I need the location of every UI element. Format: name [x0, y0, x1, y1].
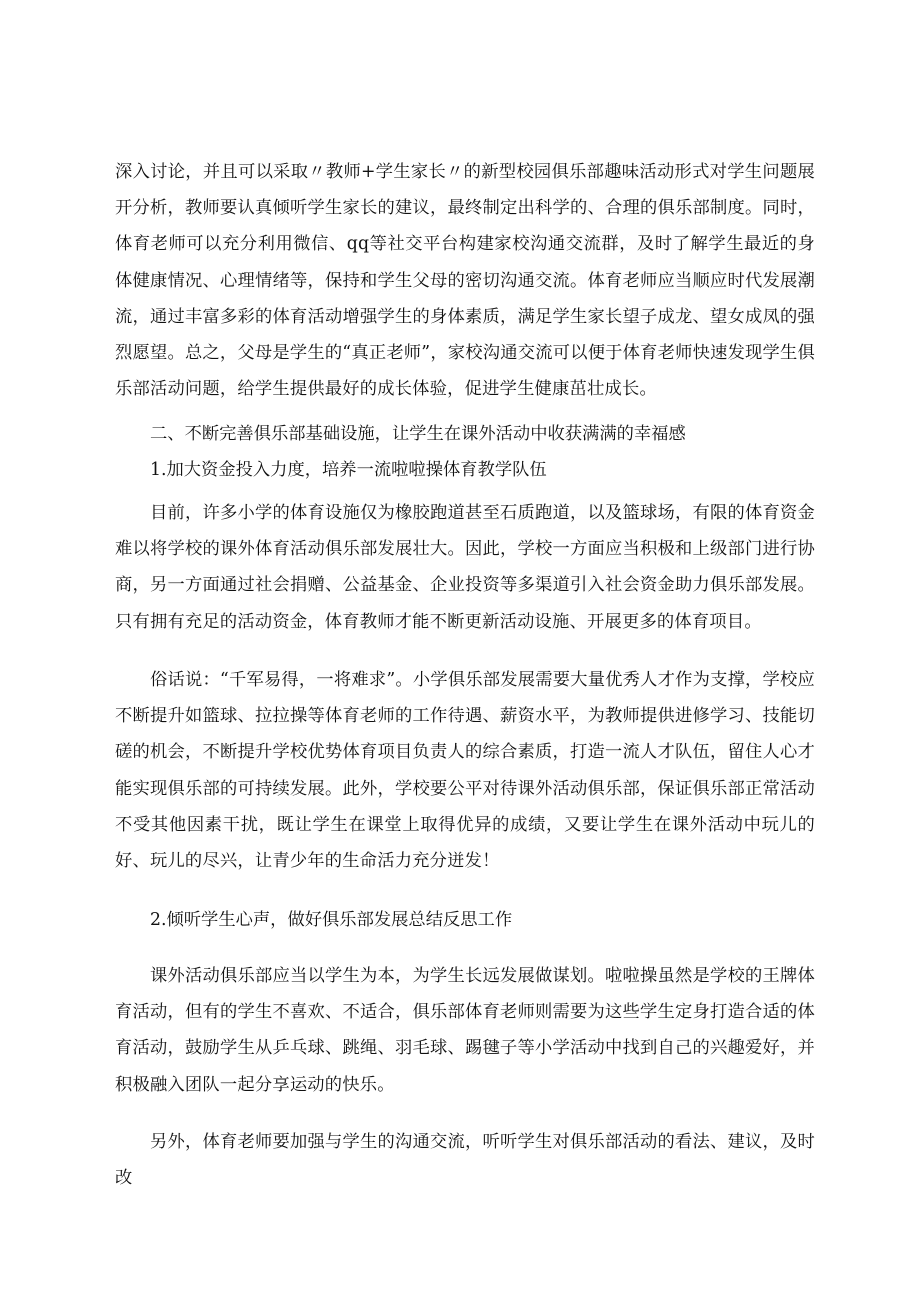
paragraph-student-centered: 课外活动俱乐部应当以学生为本，为学生长远发展做谋划。啦啦操虽然是学校的王牌体育活动，但有的学生不喜欢、不适合，俱乐部体育老师则需要为这些学生定身打造合适的体育活动，鼓励学生从乒乓球、跳绳、羽毛球、踢毽子等小学活动中找到自己的兴趣爱好，并积极融入团队一起分享运动的快乐。	[115, 966, 815, 1095]
subsection-heading-2-2: 2.倾听学生心声，做好俱乐部发展总结反思工作	[150, 910, 513, 930]
subsection-heading-2-1: 1.加大资金投入力度，培养一流啦啦操体育教学队伍	[150, 460, 547, 480]
paragraph-talent: 俗话说：“千军易得，一将难求”。小学俱乐部发展需要大量优秀人才作为支撑，学校应不断提升如篮球、拉拉操等体育老师的工作待遇、薪资水平，为教师提供进修学习、技能切磋的机会，不断提升学校优势体育项目负责人的综合素质，打造一流人才队伍，留住人心才能实现俱乐部的可持续发展。此外，学校要公平对待课外活动俱乐部，保证俱乐部正常活动不受其他因素干扰，既让学生在课堂上取得优异的成绩，又要让学生在课外活动中玩儿的好、玩儿的尽兴，让青少年的生命活力充分迸发！	[115, 670, 815, 872]
paragraph-funding: 目前，许多小学的体育设施仅为橡胶跑道甚至石质跑道，以及篮球场，有限的体育资金难以将学校的课外体育活动俱乐部发展壮大。因此，学校一方面应当积极和上级部门进行协商，另一方面通过社会捐赠、公益基金、企业投资等多渠道引入社会资金助力俱乐部发展。只有拥有充足的活动资金，体育教师才能不断更新活动设施、开展更多的体育项目。	[115, 503, 815, 632]
section-heading-2: 二、不断完善俱乐部基础设施，让学生在课外活动中收获满满的幸福感	[150, 424, 686, 444]
paragraph-home-school-communication: 深入讨论，并且可以采取〃教师+学生家长〃的新型校园俱乐部趣味活动形式对学生问题展开分析，教师要认真倾听学生家长的建议，最终制定出科学的、合理的俱乐部制度。同时，体育老师可以充分利用微信、qq等社交平台构建家校沟通交流群，及时了解学生最近的身体健康情况、心理情绪等，保持和学生父母的密切沟通交流。体育老师应当顺应时代发展潮流，通过丰富多彩的体育活动增强学生的身体素质，满足学生家长望子成龙、望女成凤的强烈愿望。总之，父母是学生的“真正老师”，家校沟通交流可以便于体育老师快速发现学生俱乐部活动问题，给学生提供最好的成长体验，促进学生健康茁壮成长。	[115, 162, 815, 400]
paragraph-communication: 另外，体育老师要加强与学生的沟通交流，听听学生对俱乐部活动的看法、建议，及时改	[115, 1132, 815, 1189]
